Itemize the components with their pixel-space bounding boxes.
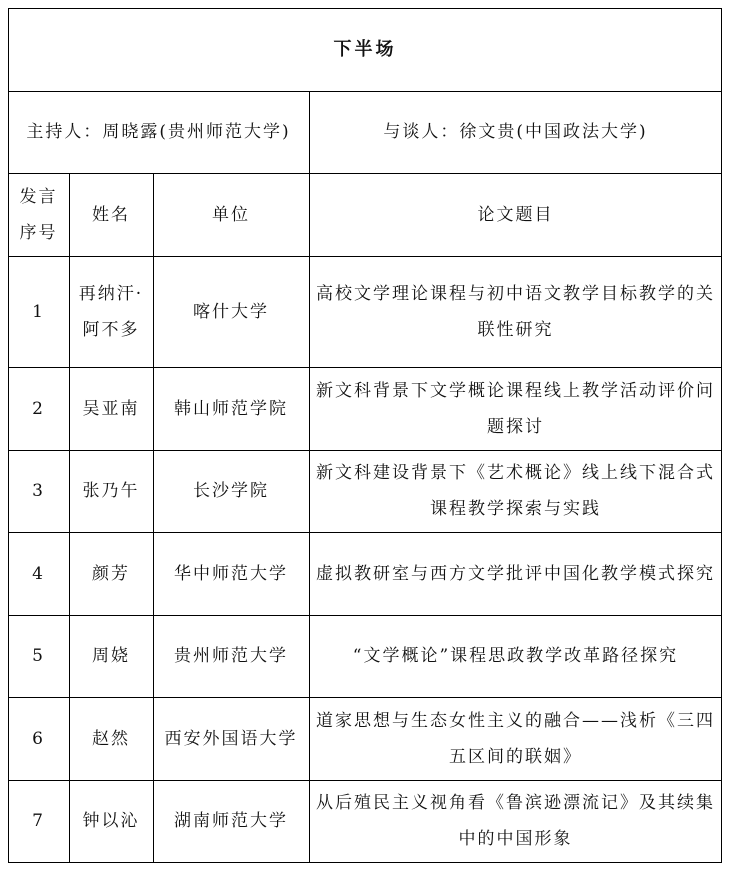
session-title: 下半场 [333, 38, 397, 60]
row-name: 颜芳 [92, 563, 130, 584]
row-topic: “文学概论”课程思政教学改革路径探究 [352, 646, 679, 666]
row-topic: 从后殖民主义视角看《鲁滨逊漂流记》及其续集中的中国形象 [316, 793, 715, 849]
row-name: 赵然 [92, 728, 130, 749]
header-unit: 单位 [212, 204, 250, 225]
host-label: 主持人：周晓露(贵州师范大学) [26, 122, 291, 142]
row-seq: 1 [32, 301, 45, 322]
row-topic: 新文科背景下文学概论课程线上教学活动评价问题探讨 [316, 380, 715, 437]
row-name: 吴亚南 [82, 398, 140, 419]
row-seq: 5 [32, 646, 45, 666]
row-unit: 湖南师范大学 [174, 811, 288, 831]
row-seq: 2 [32, 398, 45, 419]
row-unit: 贵州师范大学 [174, 646, 288, 666]
row-name: 再纳汗·阿不多 [78, 283, 144, 340]
row-topic: 虚拟教研室与西方文学批评中国化教学模式探究 [316, 563, 715, 584]
row-name: 钟以沁 [82, 811, 140, 831]
row-name: 周娆 [92, 646, 130, 666]
row-topic: 道家思想与生态女性主义的融合——浅析《三四五区间的联姻》 [316, 710, 715, 767]
row-unit: 喀什大学 [193, 301, 269, 322]
row-seq: 7 [32, 811, 45, 831]
border-bottom [8, 862, 722, 863]
row-unit: 华中师范大学 [174, 563, 288, 584]
row-seq: 3 [32, 481, 45, 501]
row-seq: 4 [32, 563, 45, 584]
row-topic: 新文科建设背景下《艺术概论》线上线下混合式课程教学探索与实践 [316, 463, 715, 519]
header-name: 姓名 [92, 204, 130, 225]
row-unit: 长沙学院 [193, 481, 269, 501]
discussant-label: 与谈人：徐文贵(中国政法大学) [383, 122, 648, 142]
row-unit: 西安外国语大学 [164, 728, 298, 749]
row-unit: 韩山师范学院 [174, 398, 288, 419]
row-topic: 高校文学理论课程与初中语文教学目标教学的关联性研究 [316, 283, 715, 340]
row-name: 张乃午 [82, 481, 140, 501]
header-seq: 发言序号 [19, 186, 58, 243]
header-topic: 论文题目 [477, 204, 554, 225]
row-seq: 6 [32, 728, 45, 749]
